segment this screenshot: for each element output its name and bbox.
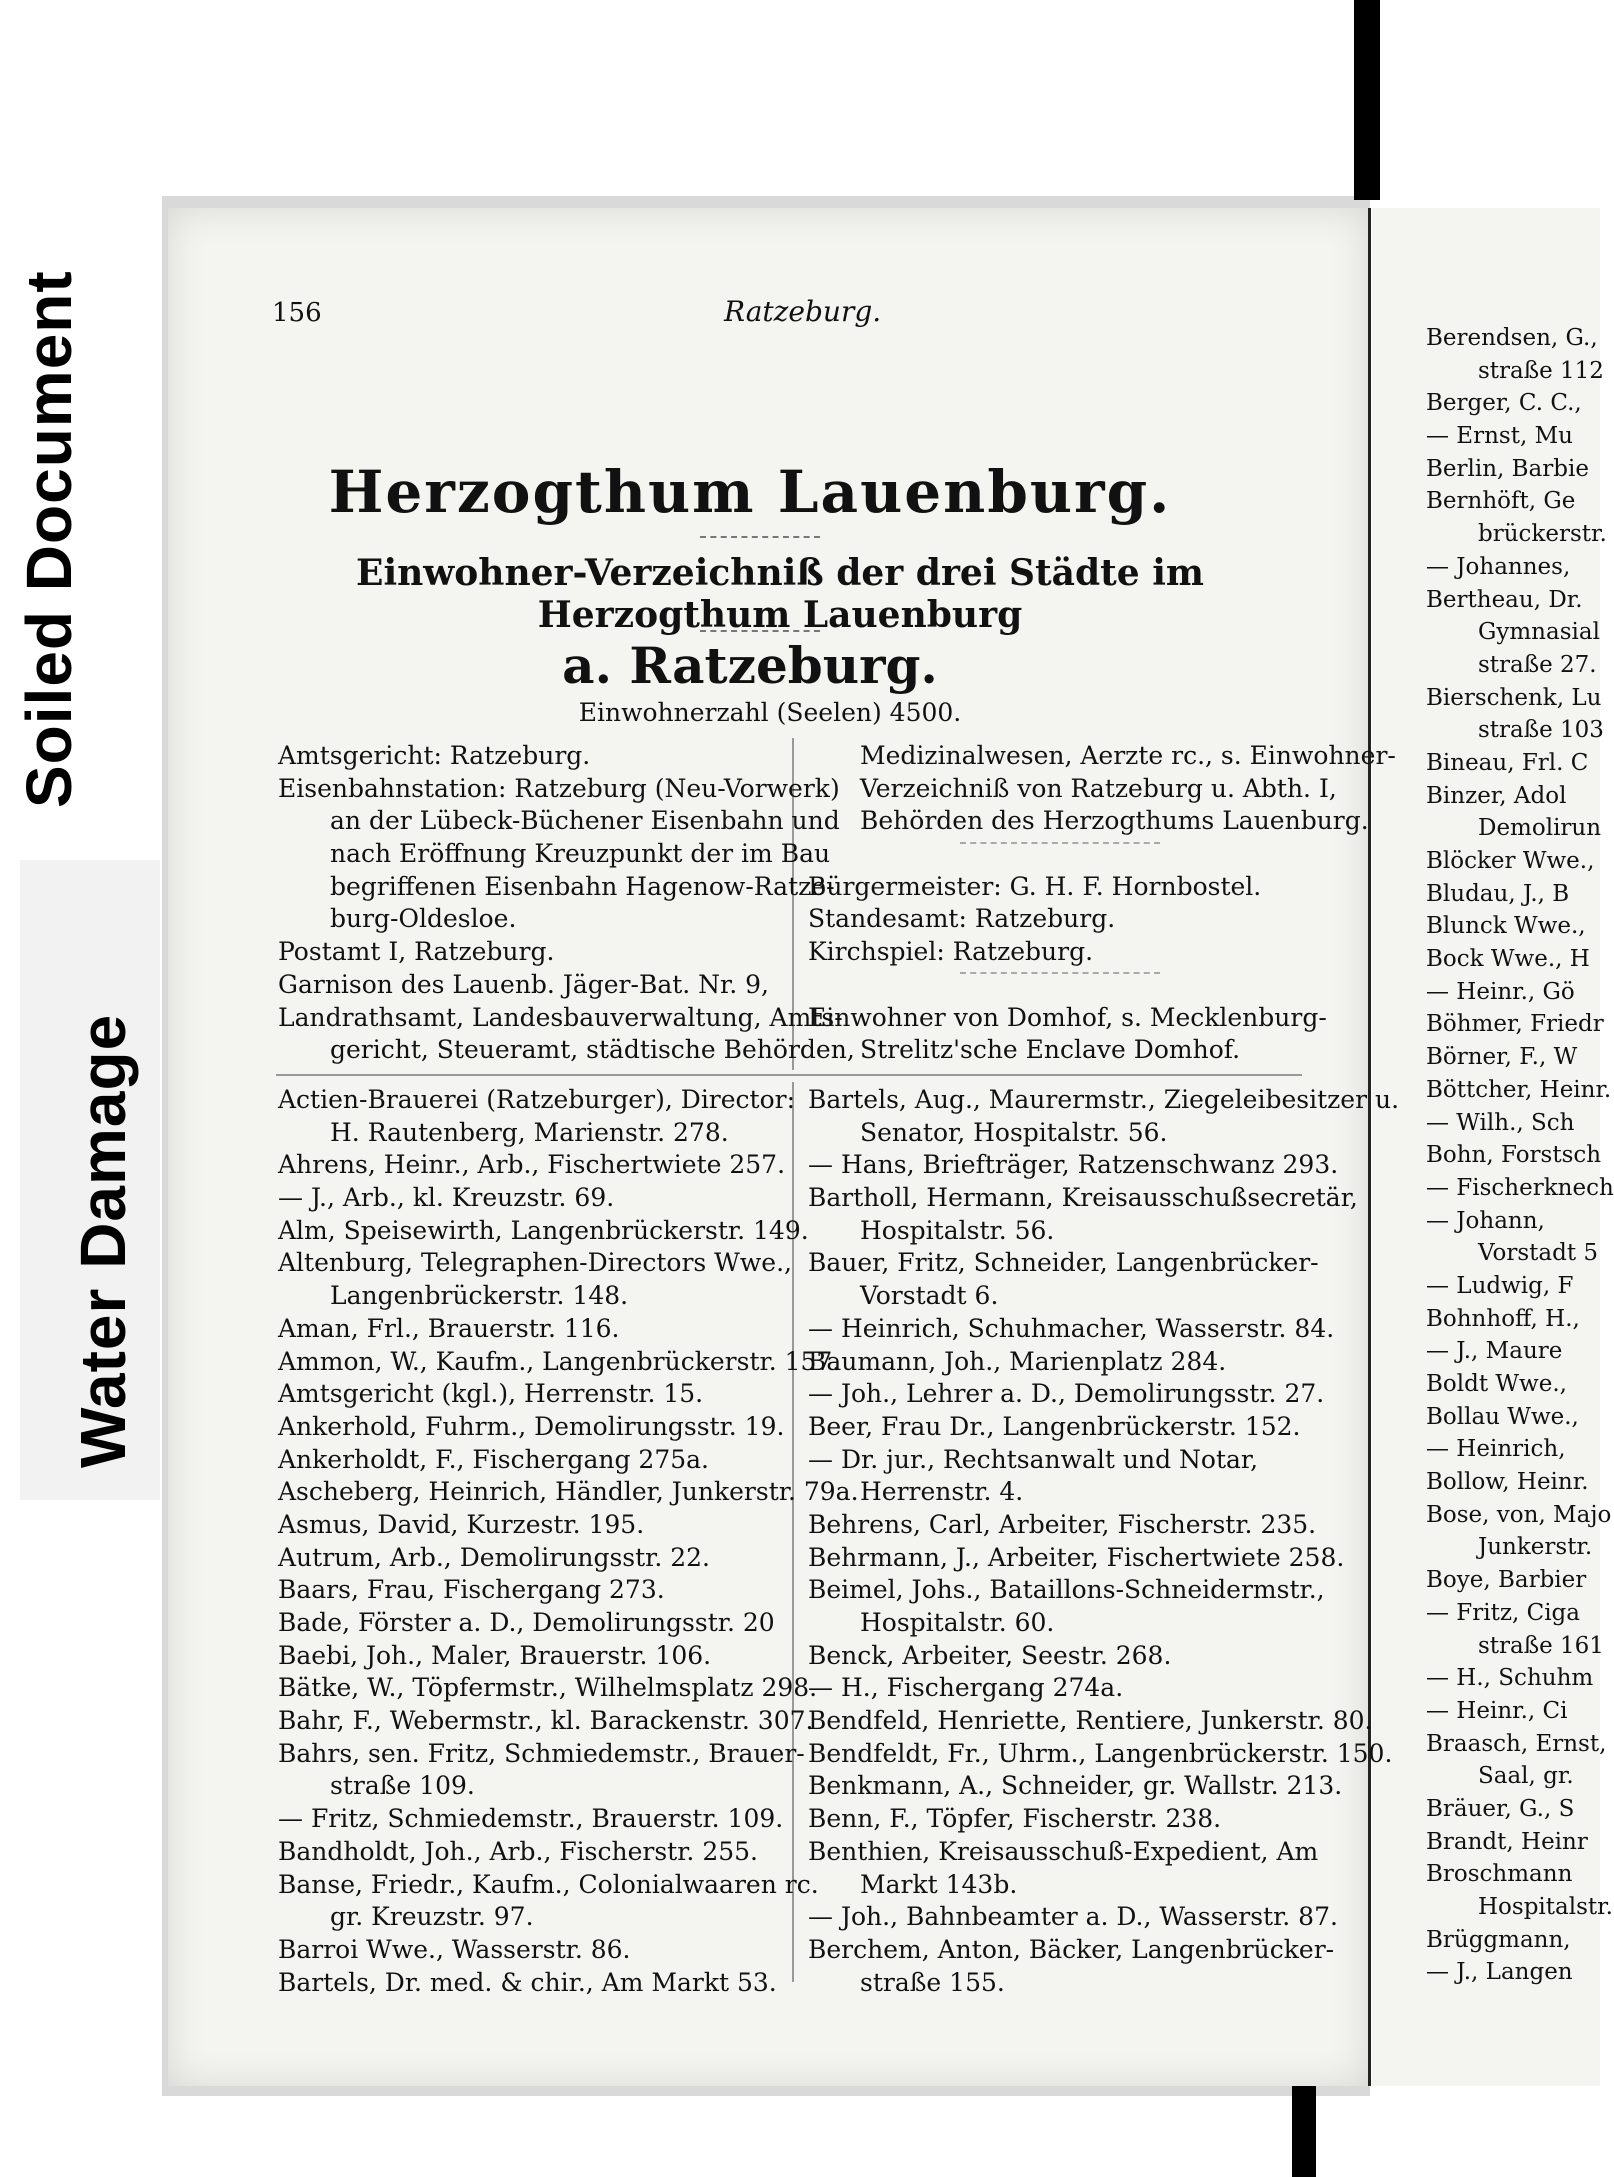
directory-line: Behrmann, J., Arbeiter, Fischertwiete 258.: [808, 1542, 1345, 1572]
directory-line: Medizinalwesen, Aerzte rc., s. Einwohner-: [860, 741, 1396, 770]
directory-line: nach Eröffnung Kreuzpunkt der im Bau: [330, 839, 831, 869]
directory-line: brückerstr.: [1478, 521, 1607, 548]
directory-line: Bendfeldt, Fr., Uhrm., Langenbrückerstr. 150.: [808, 1738, 1393, 1768]
directory-line: Barroi Wwe., Wasserstr. 86.: [278, 1934, 631, 1964]
directory-line: [808, 838, 1396, 871]
directory-line: Baumann, Joh., Marienplatz 284.: [808, 1346, 1227, 1376]
directory-line: Benn, F., Töpfer, Fischerstr. 238.: [808, 1804, 1222, 1834]
directory-line: Standesamt: Ratzeburg.: [808, 904, 1116, 934]
directory-line: Einwohner von Domhof, s. Mecklenburg-: [808, 1002, 1327, 1032]
directory-line: Hospitalstr. 60.: [860, 1608, 1055, 1637]
directory-line: straße 112: [1478, 357, 1604, 384]
directory-line: Bierschenk, Lu: [1426, 684, 1602, 711]
directory-line: — Ernst, Mu: [1426, 423, 1573, 450]
directory-line: Bauer, Fritz, Schneider, Langenbrücker-: [808, 1248, 1319, 1278]
directory-line: Berger, C. C.,: [1426, 390, 1582, 417]
soiled-document-label: Soiled Document: [13, 270, 85, 808]
directory-line: Asmus, David, Kurzestr. 195.: [278, 1509, 645, 1539]
directory-line: Boldt Wwe.,: [1426, 1371, 1567, 1397]
directory-line: Behörden des Herzogthums Lauenburg.: [860, 806, 1369, 836]
section-title: a. Ratzeburg.: [562, 636, 938, 695]
directory-line: gericht, Steueramt, städtische Behörden,: [330, 1035, 855, 1065]
directory-line: — Fischerknech: [1426, 1174, 1614, 1201]
directory-line: Verzeichniß von Ratzeburg u. Abth. I,: [860, 773, 1337, 803]
directory-line: Saal, gr.: [1478, 1763, 1574, 1790]
directory-line: Gymnasial: [1478, 619, 1600, 646]
directory-line: — Wilh., Sch: [1426, 1109, 1575, 1136]
directory-line: Bandholdt, Joh., Arb., Fischerstr. 255.: [278, 1836, 758, 1866]
directory-line: Beer, Frau Dr., Langenbrückerstr. 152.: [808, 1411, 1301, 1441]
page-number: 156: [272, 298, 322, 328]
directory-line: Boye, Barbier: [1426, 1567, 1587, 1594]
subtitle-ornament: [700, 630, 820, 632]
directory-line: — Fritz, Schmiedemstr., Brauerstr. 109.: [278, 1804, 784, 1834]
directory-line: Benthien, Kreisausschuß-Expedient, Am: [808, 1836, 1319, 1866]
directory-line: Bartholl, Hermann, Kreisausschußsecretär,: [808, 1183, 1358, 1213]
directory-line: gr. Kreuzstr. 97.: [330, 1902, 534, 1932]
directory-line: Herrenstr. 4.: [860, 1477, 1024, 1507]
directory-line: Böhmer, Friedr: [1426, 1011, 1604, 1038]
directory-line: — Dr. jur., Rechtsanwalt und Notar,: [808, 1444, 1259, 1474]
directory-line: Bollow, Heinr.: [1426, 1469, 1589, 1496]
directory-line: — J., Maure: [1426, 1338, 1563, 1365]
directory-line: begriffenen Eisenbahn Hagenow-Ratze-: [330, 871, 835, 901]
directory-line: Bätke, W., Töpfermstr., Wilhelmsplatz 298.: [278, 1673, 818, 1703]
running-header: Ratzeburg.: [724, 295, 882, 328]
directory-line: — Hans, Briefträger, Ratzenschwanz 293.: [808, 1150, 1339, 1180]
main-title: Herzogthum Lauenburg.: [328, 458, 1172, 526]
directory-line: — H., Schuhm: [1426, 1665, 1594, 1692]
directory-line: Demolirun: [1478, 815, 1602, 842]
directory-line: straße 161: [1478, 1632, 1604, 1659]
directory-line: Ammon, W., Kaufm., Langenbrückerstr. 157.: [278, 1346, 841, 1376]
directory-line: Bade, Förster a. D., Demolirungsstr. 20: [278, 1608, 775, 1637]
directory-line: Hospitalstr. 56.: [860, 1215, 1055, 1245]
directory-line: Altenburg, Telegraphen-Directors Wwe.,: [278, 1248, 792, 1278]
directory-line: — Heinr., Gö: [1426, 978, 1575, 1005]
directory-line: straße 155.: [860, 1967, 1005, 1997]
directory-line: Berchem, Anton, Bäcker, Langenbrücker-: [808, 1934, 1335, 1964]
directory-line: — J., Langen: [1426, 1959, 1573, 1986]
directory-line: straße 109.: [330, 1771, 475, 1801]
directory-line: Kirchspiel: Ratzeburg.: [808, 937, 1094, 967]
left-top-column: [278, 740, 855, 1067]
bottom-binding-bar: [1292, 2086, 1316, 2177]
directory-line: — Joh., Lehrer a. D., Demolirungsstr. 27.: [808, 1379, 1325, 1409]
directory-line: Landrathsamt, Landesbauverwaltung, Amts-: [278, 1002, 843, 1032]
directory-line: Actien-Brauerei (Ratzeburger), Director:: [278, 1085, 796, 1114]
directory-line: Baebi, Joh., Maler, Brauerstr. 106.: [278, 1640, 712, 1670]
directory-line: Bose, von, Majo: [1426, 1501, 1612, 1528]
directory-line: Autrum, Arb., Demolirungsstr. 22.: [278, 1542, 711, 1572]
left-entry-column: [278, 1084, 859, 1999]
directory-line: Vorstadt 5: [1478, 1240, 1599, 1267]
directory-line: Ankerhold, Fuhrm., Demolirungsstr. 19.: [278, 1411, 785, 1441]
directory-line: Ankerholdt, F., Fischergang 275a.: [278, 1444, 709, 1474]
directory-line: — Johannes,: [1426, 553, 1571, 580]
directory-line: Behrens, Carl, Arbeiter, Fischerstr. 235.: [808, 1509, 1317, 1539]
directory-line: Bürgermeister: G. H. F. Hornbostel.: [808, 871, 1262, 901]
directory-line: Bollau Wwe.,: [1426, 1403, 1579, 1430]
directory-line: Bahr, F., Webermstr., kl. Barackenstr. 307.: [278, 1706, 814, 1736]
directory-line: Braasch, Ernst,: [1426, 1730, 1607, 1757]
directory-line: — Heinr., Ci: [1426, 1697, 1568, 1724]
directory-line: Benkmann, A., Schneider, gr. Wallstr. 213.: [808, 1771, 1343, 1801]
directory-line: Bräuer, G., S: [1426, 1795, 1575, 1822]
directory-line: Bohnhoff, H.,: [1426, 1305, 1580, 1332]
directory-line: Börner, F., W: [1426, 1044, 1578, 1071]
directory-line: Bendfeld, Henriette, Rentiere, Junkerstr. 80.: [808, 1706, 1373, 1736]
directory-line: [808, 969, 1396, 1002]
directory-line: — Johann,: [1426, 1207, 1545, 1234]
directory-line: H. Rautenberg, Marienstr. 278.: [330, 1117, 729, 1147]
directory-line: — Heinrich,: [1426, 1436, 1566, 1463]
directory-line: Ahrens, Heinr., Arb., Fischertwiete 257.: [278, 1150, 786, 1180]
directory-line: Senator, Hospitalstr. 56.: [860, 1117, 1168, 1147]
directory-line: Vorstadt 6.: [860, 1281, 999, 1311]
directory-line: Bock Wwe., H: [1426, 946, 1590, 973]
subtitle: Einwohner-Verzeichniß der drei Städte im Herzogthum Lauenburg: [356, 552, 1204, 636]
directory-line: Berlin, Barbie: [1426, 455, 1589, 482]
directory-line: Brüggmann,: [1426, 1926, 1571, 1953]
directory-line: Böttcher, Heinr.: [1426, 1076, 1612, 1103]
top-binding-bar: [1354, 0, 1380, 200]
directory-line: Hospitalstr.: [1478, 1894, 1613, 1920]
right-entry-column: [808, 1084, 1399, 1999]
directory-line: Postamt I, Ratzeburg.: [278, 937, 555, 967]
directory-line: Bahrs, sen. Fritz, Schmiedemstr., Brauer-: [278, 1738, 805, 1768]
section-separator: [276, 1074, 1302, 1076]
directory-line: Amtsgericht (kgl.), Herrenstr. 15.: [278, 1379, 704, 1409]
directory-line: Bartels, Dr. med. & chir., Am Markt 53.: [278, 1967, 777, 1997]
directory-line: Garnison des Lauenb. Jäger-Bat. Nr. 9,: [278, 969, 769, 999]
directory-line: Bohn, Forstsch: [1426, 1142, 1602, 1169]
directory-line: Broschmann: [1426, 1861, 1573, 1888]
directory-line: Bludau, J., B: [1426, 880, 1570, 907]
directory-line: Bertheau, Dr.: [1426, 586, 1583, 613]
water-damage-label: Water Damage: [67, 1013, 139, 1468]
directory-line: Langenbrückerstr. 148.: [330, 1281, 629, 1311]
directory-line: Aman, Frl., Brauerstr. 116.: [278, 1313, 620, 1343]
directory-line: Binzer, Adol: [1426, 782, 1567, 809]
directory-line: Amtsgericht: Ratzeburg.: [278, 741, 591, 770]
directory-line: — H., Fischergang 274a.: [808, 1673, 1124, 1703]
directory-line: Beimel, Johs., Bataillons-Schneidermstr.,: [808, 1575, 1325, 1605]
directory-line: Blöcker Wwe.,: [1426, 848, 1595, 874]
next-page-column: [1426, 322, 1614, 1989]
directory-line: — J., Arb., kl. Kreuzstr. 69.: [278, 1183, 615, 1213]
population-line: Einwohnerzahl (Seelen) 4500.: [578, 698, 962, 727]
directory-line: Ascheberg, Heinrich, Händler, Junkerstr. 79a.: [278, 1477, 859, 1507]
directory-line: Bineau, Frl. C: [1426, 749, 1589, 776]
directory-line: Junkerstr.: [1478, 1534, 1593, 1561]
directory-line: Markt 143b.: [860, 1869, 1018, 1899]
directory-line: straße 27.: [1478, 651, 1597, 678]
directory-line: an der Lübeck-Büchener Eisenbahn und: [330, 806, 840, 836]
directory-line: Alm, Speisewirth, Langenbrückerstr. 149.: [278, 1215, 809, 1245]
directory-line: Benck, Arbeiter, Seestr. 268.: [808, 1640, 1172, 1670]
directory-line: Banse, Friedr., Kaufm., Colonialwaaren rc.: [278, 1869, 819, 1899]
directory-line: — Heinrich, Schuhmacher, Wasserstr. 84.: [808, 1313, 1335, 1343]
title-ornament: [700, 536, 820, 538]
directory-line: Brandt, Heinr: [1426, 1828, 1588, 1855]
directory-line: — Ludwig, F: [1426, 1272, 1574, 1299]
directory-line: Blunck Wwe.,: [1426, 913, 1586, 940]
directory-line: burg-Oldesloe.: [330, 904, 517, 934]
directory-line: straße 103: [1478, 717, 1604, 744]
directory-line: — Joh., Bahnbeamter a. D., Wasserstr. 87.: [808, 1902, 1338, 1932]
directory-line: Bartels, Aug., Maurermstr., Ziegeleibesitzer u.: [808, 1085, 1400, 1114]
directory-line: — Fritz, Ciga: [1426, 1599, 1580, 1626]
directory-line: Berendsen, G.,: [1426, 325, 1598, 351]
directory-line: Bernhöft, Ge: [1426, 488, 1576, 515]
right-top-column: [808, 740, 1396, 1067]
directory-line: Strelitz'sche Enclave Domhof.: [860, 1035, 1241, 1065]
directory-line: Eisenbahnstation: Ratzeburg (Neu-Vorwerk): [278, 773, 840, 803]
directory-line: Baars, Frau, Fischergang 273.: [278, 1575, 665, 1605]
